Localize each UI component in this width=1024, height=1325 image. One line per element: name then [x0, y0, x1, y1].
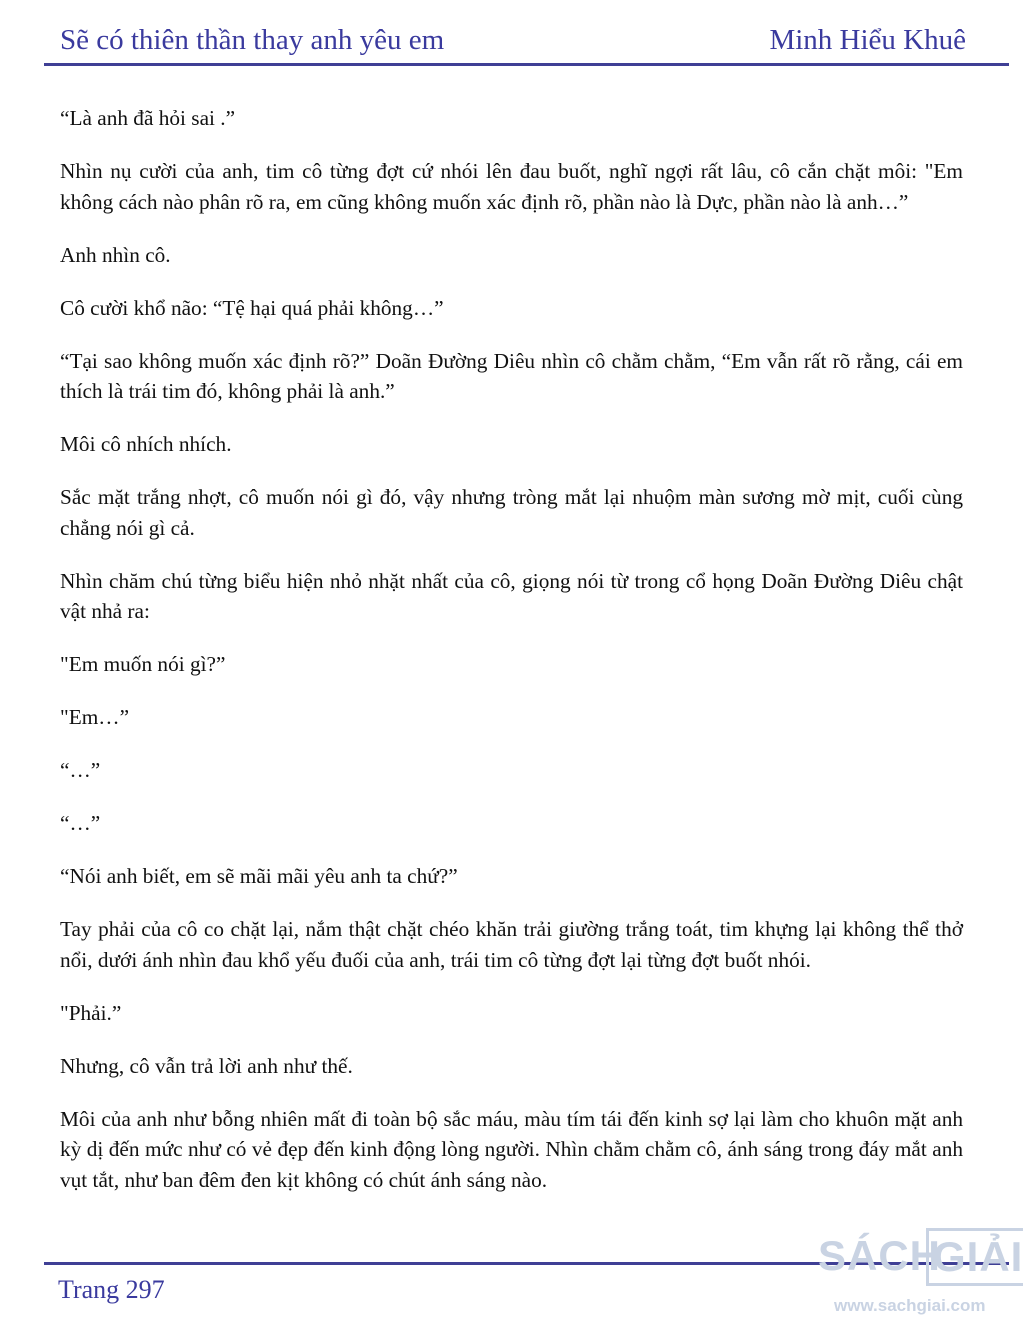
book-title: Sẽ có thiên thần thay anh yêu em — [60, 24, 445, 56]
author-name: Minh Hiểu Khuê — [769, 24, 966, 56]
paragraph: Anh nhìn cô. — [60, 242, 171, 267]
watermark-brand-part1: SÁCH — [818, 1232, 942, 1279]
paragraph: "Em…” — [60, 705, 130, 729]
paragraph: Sắc mặt trắng nhợt, cô muốn nói gì đó, vậy nhưng tròng mắt lại nhuộm màn sương mờ mịt, cuối cùng chẳng nói gì cả. — [60, 485, 963, 540]
paragraph: "Em muốn nói gì?” — [60, 652, 226, 676]
paragraph: Nhưng, cô vẫn trả lời anh như thế. — [60, 1053, 353, 1078]
paragraph: “Là anh đã hỏi sai .” — [60, 106, 236, 130]
header-divider — [44, 63, 1009, 66]
paragraph: “Nói anh biết, em sẽ mãi mãi yêu anh ta chứ?” — [60, 864, 458, 888]
watermark-brand-part2: GIẢI — [926, 1228, 1023, 1286]
watermark-url: www.sachgiai.com — [834, 1296, 986, 1315]
page-header — [0, 0, 1024, 66]
paragraph: Tay phải của cô co chặt lại, nắm thật chặt chéo khăn trải giường trắng toát, tim khựng lại không thể thở nổi, dưới ánh nhìn đau khổ yếu đuối của anh, trái tim cô từng đợt lại từng đợt buốt nhói. — [60, 917, 963, 972]
paragraph: Môi cô nhích nhích. — [60, 432, 232, 456]
paragraph: "Phải.” — [60, 1000, 122, 1025]
paragraph: Nhìn nụ cười của anh, tim cô từng đợt cứ nhói lên đau buốt, nghĩ ngợi rất lâu, cô cắn chặt môi: "Em không cách nào phân rõ ra, em cũng không muốn xác định rõ, phần nào là Dực, phần nào là anh…” — [60, 159, 963, 214]
paragraph: Môi của anh như bỗng nhiên mất đi toàn bộ sắc máu, màu tím tái đến kinh sợ lại làm cho khuôn mặt anh kỳ dị đến mức như có vẻ đẹp đến kinh động lòng người. Nhìn chằm chằm cô, ánh sáng trong đáy mắt anh vụt tắt, như ban đêm đen kịt không có chút ánh sáng nào. — [60, 1106, 963, 1192]
paragraph: “…” — [60, 811, 101, 835]
watermark-logo — [818, 1226, 1024, 1325]
page-body — [60, 103, 963, 1218]
paragraph: Nhìn chăm chú từng biểu hiện nhỏ nhặt nhất của cô, giọng nói từ trong cổ họng Doãn Đường Diêu chật vật nhả ra: — [60, 568, 963, 623]
page-number: Trang 297 — [58, 1275, 165, 1304]
paragraph: “Tại sao không muốn xác định rõ?” Doãn Đường Diêu nhìn cô chằm chằm, “Em vẫn rất rõ rằng, cái em thích là trái tim đó, không phải là anh.” — [60, 348, 963, 403]
paragraph: Cô cười khổ não: “Tệ hại quá phải không…” — [60, 295, 444, 320]
paragraph: “…” — [60, 758, 101, 782]
